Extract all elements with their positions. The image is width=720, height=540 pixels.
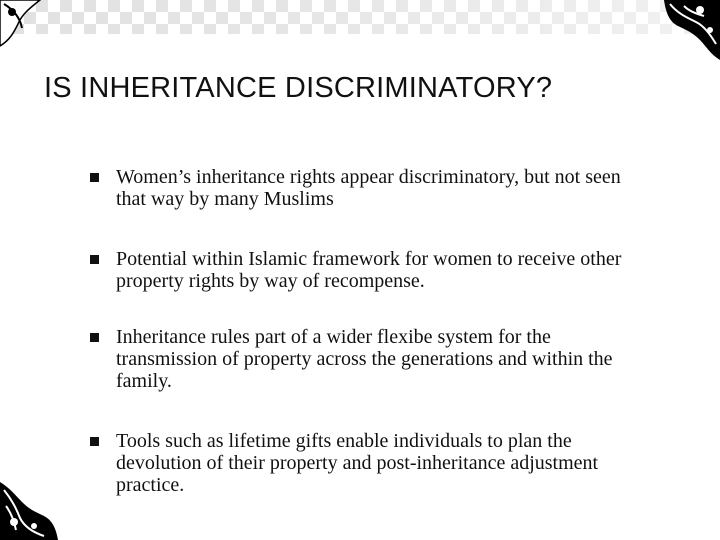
arabesque-corner-icon	[640, 0, 720, 80]
square-bullet-icon	[90, 173, 99, 182]
list-item	[90, 248, 652, 292]
bullet-text: Women’s inheritance rights appear discriminatory, but not seen that way by many Muslims	[116, 166, 621, 210]
list-item	[90, 166, 652, 210]
bullet-text: Potential within Islamic framework for women to receive other property rights by way of recompense.	[116, 248, 622, 292]
bullet-text: Tools such as lifetime gifts enable individuals to plan the devolution of their property and post-inheritance adjustment practice.	[116, 430, 599, 496]
arabesque-corner-icon	[0, 460, 80, 540]
arabesque-corner-icon	[0, 0, 70, 70]
list-item	[90, 430, 652, 496]
square-bullet-icon	[90, 333, 99, 342]
square-bullet-icon	[90, 255, 99, 264]
bullet-text: Inheritance rules part of a wider flexibe system for the transmission of property across the generations and within the family.	[116, 326, 613, 392]
list-item	[90, 326, 652, 392]
header-band-fade	[0, 0, 720, 34]
square-bullet-icon	[90, 437, 99, 446]
slide-title: IS INHERITANCE DISCRIMINATORY?	[44, 72, 553, 104]
